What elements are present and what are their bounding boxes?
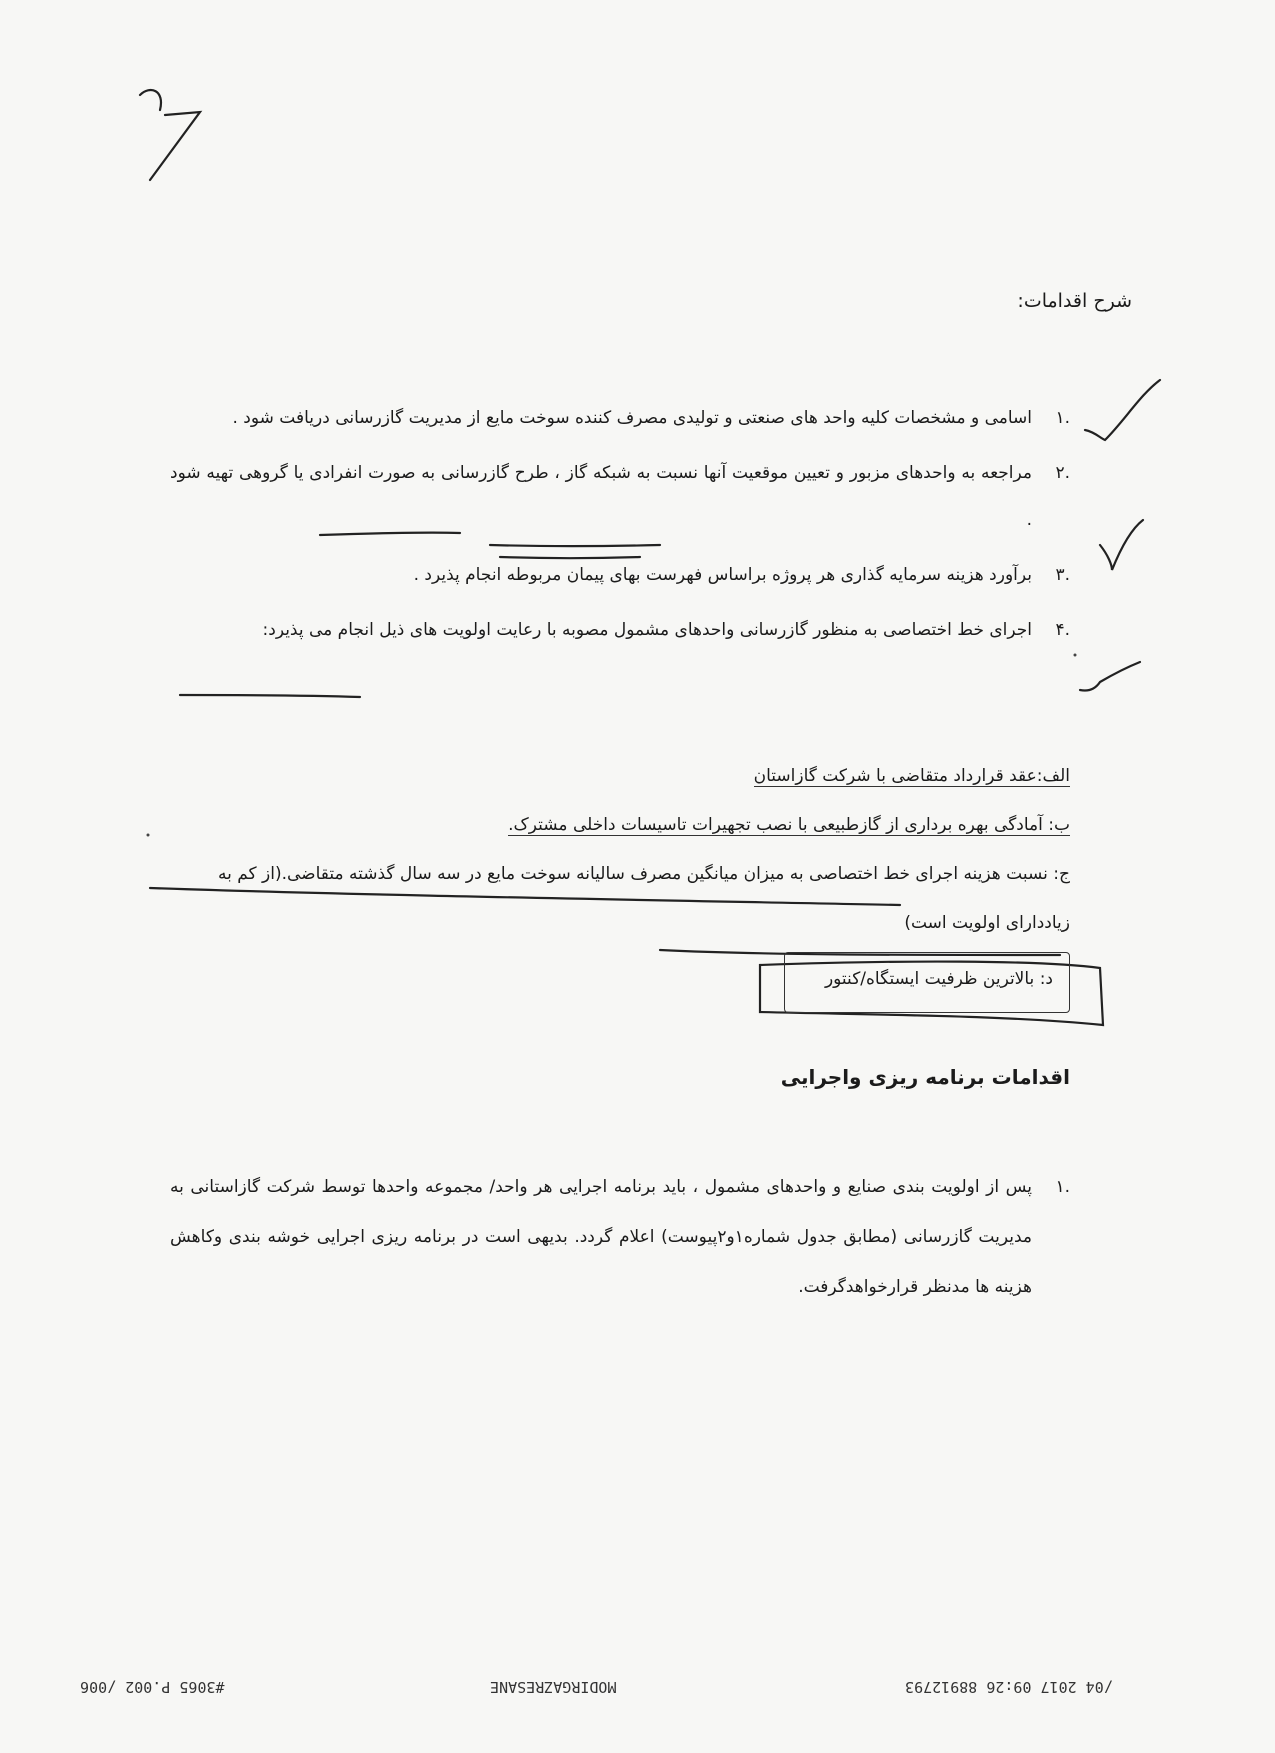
list-item — [170, 552, 1070, 599]
check-mark-item-1 — [1085, 380, 1160, 440]
exec-section-title: اقدامات برنامه ریزی واجرایی — [780, 1065, 1070, 1089]
item-text: مراجعه به واحدهای مزبور و تعیین موقعیت آنها نسبت به شبکه گاز ، طرح گازرسانی به صورت انفرادی یا گروهی تهیه شود . — [170, 463, 1032, 530]
priority-item-b: ب: آمادگی بهره برداری از گازطبیعی با نصب تجهیرات تاسیسات داخلی مشترک. — [508, 815, 1070, 835]
item-text: پس از اولویت بندی صنایع و واحدهای مشمول ، باید برنامه اجرایی هر واحد/ مجموعه واحدها توسط شرکت گازاستانی به مدیریت گازرسانی (مطابق جدول شماره۱و۲پیوست) اعلام گردد. بدیهی است در برنامه ریزی اجرایی خوشه بندی وکاهش هزینه ها مدنظر قرارخواهدگرفت. — [170, 1177, 1032, 1297]
list-item — [170, 607, 1070, 654]
underline-priorities — [180, 695, 360, 697]
check-mark-item-4 — [1080, 662, 1140, 691]
item-number: .۲ — [1055, 463, 1070, 483]
priority-item-a: الف:عقد قرارداد متقاضی با شرکت گازاستان — [753, 766, 1070, 786]
item-number: .۴ — [1055, 620, 1070, 640]
actions-list — [170, 395, 1070, 662]
exec-list — [170, 1162, 1070, 1320]
fax-sender: MODIRGAZRESANE — [490, 1678, 617, 1696]
fax-footer — [0, 1670, 1275, 1710]
item-text: اجرای خط اختصاصی به منظور گازرسانی واحدهای مشمول مصوبه با رعایت اولویت های ذیل انجام می پذیرد: — [262, 620, 1032, 640]
item-number: .۱ — [1055, 1177, 1070, 1197]
priority-item-d: د: بالاترین ظرفیت ایستگاه/کنتور — [170, 948, 1070, 1013]
handwritten-page-number — [140, 90, 200, 180]
item-number: .۱ — [1055, 408, 1070, 428]
item-text: اسامی و مشخصات کلیه واحد های صنعتی و تولیدی مصرف کننده سوخت مایع از مدیریت گازرسانی دریافت شود . — [232, 408, 1032, 428]
list-item — [170, 450, 1070, 544]
check-mark-item-2 — [1100, 520, 1143, 570]
list-item — [170, 395, 1070, 442]
list-item — [170, 1162, 1070, 1312]
item-number: .۳ — [1055, 565, 1070, 585]
section-title: شرح اقدامات: — [1017, 290, 1132, 312]
fax-id: #3065 P.002 /006 — [80, 1678, 225, 1696]
fax-datetime: /04 2017 09:26 88912793 — [905, 1678, 1113, 1696]
priority-list — [170, 752, 1070, 1013]
item-text: برآورد هزینه سرمایه گذاری هر پروژه براساس فهرست بهای پیمان مربوطه انجام پذیرد . — [413, 565, 1032, 585]
priority-item-c: ج: نسبت هزینه اجرای خط اختصاصی به میزان میانگین مصرف سالیانه سوخت مایع در سه سال گذشته متقاضی.(از کم به زیاددارای اولویت است) — [217, 864, 1070, 933]
